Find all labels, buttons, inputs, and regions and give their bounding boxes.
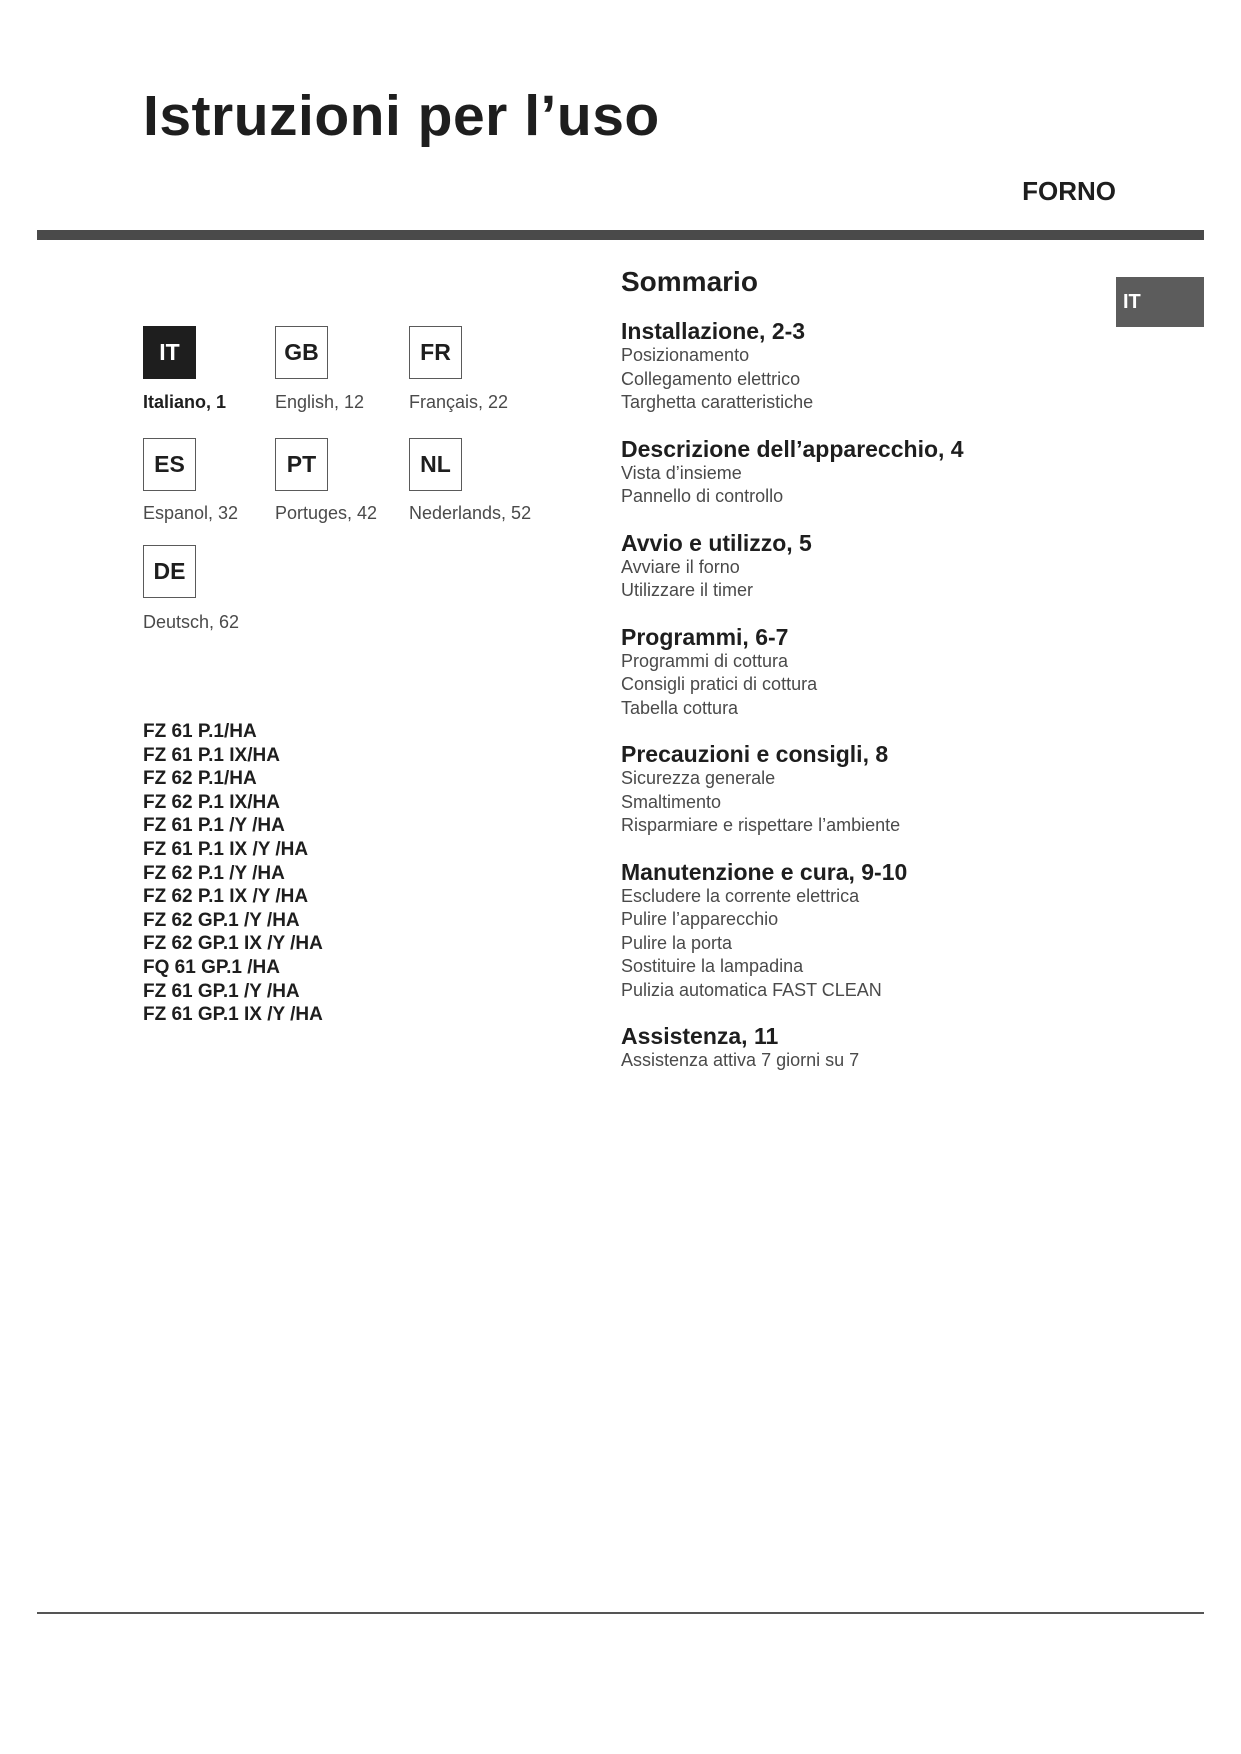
language-tab[interactable]: IT — [1116, 277, 1204, 327]
toc-item[interactable]: Utilizzare il timer — [621, 580, 754, 600]
language-box-de[interactable]: DE — [143, 545, 196, 598]
toc-item[interactable]: Sostituire la lampadina — [621, 956, 804, 976]
toc-item[interactable]: Risparmiare e rispettare l’ambiente — [621, 815, 901, 835]
language-caption-pt[interactable]: Portuges, 42 — [275, 503, 378, 523]
language-caption-de[interactable]: Deutsch, 62 — [143, 612, 240, 632]
model-item: FZ 61 P.1 IX /Y /HA — [143, 838, 309, 860]
toc-item[interactable]: Avviare il forno — [621, 556, 740, 577]
toc-item[interactable]: Programmi di cottura — [621, 650, 789, 671]
toc-section-title[interactable]: Manutenzione e cura, 9-10 — [621, 858, 908, 885]
toc-item[interactable]: Tabella cottura — [621, 697, 739, 718]
language-caption-gb[interactable]: English, 12 — [275, 392, 365, 412]
toc-item[interactable]: Pulire la porta — [621, 932, 733, 953]
header-divider-bar — [37, 230, 1204, 240]
toc-heading: Sommario — [621, 266, 758, 297]
model-item: FZ 62 P.1 IX /Y /HA — [143, 886, 309, 908]
toc-section-title[interactable]: Descrizione dell’apparecchio, 4 — [621, 435, 964, 462]
toc-section-assistenza — [621, 1023, 1091, 1073]
toc-item[interactable]: Targhetta caratteristiche — [621, 392, 814, 412]
language-caption-es[interactable]: Espanol, 32 — [143, 503, 239, 523]
toc-section-precauzioni — [621, 741, 1091, 838]
toc-section-title[interactable]: Assistenza, 11 — [621, 1023, 779, 1049]
toc-section-title[interactable]: Installazione, 2-3 — [621, 318, 806, 344]
toc-item[interactable]: Sicurezza generale — [621, 768, 776, 788]
toc-section-avvio — [621, 530, 1091, 603]
language-box-es[interactable]: ES — [143, 438, 196, 491]
model-item: FZ 61 P.1/HA — [143, 721, 257, 742]
toc-section-title[interactable]: Programmi, 6-7 — [621, 623, 789, 650]
toc-item[interactable]: Consigli pratici di cottura — [621, 674, 818, 694]
toc-section-manutenzione — [621, 859, 1091, 1003]
language-box-it[interactable]: IT — [143, 326, 196, 379]
model-item: FQ 61 GP.1 /HA — [143, 956, 280, 978]
toc-section-title[interactable]: Avvio e utilizzo, 5 — [621, 529, 812, 556]
language-caption-it[interactable]: Italiano, 1 — [143, 392, 227, 412]
toc-item[interactable]: Pulire l’apparecchio — [621, 909, 779, 929]
model-item: FZ 62 P.1 IX/HA — [143, 791, 280, 813]
language-caption-nl[interactable]: Nederlands, 52 — [409, 503, 532, 523]
toc-section-title[interactable]: Precauzioni e consigli, 8 — [621, 741, 889, 767]
toc-item[interactable]: Vista d’insieme — [621, 462, 742, 483]
language-box-fr[interactable]: FR — [409, 326, 462, 379]
toc-item[interactable]: Posizionamento — [621, 345, 750, 365]
language-box-gb[interactable]: GB — [275, 326, 328, 379]
toc-item[interactable]: Smaltimento — [621, 791, 722, 812]
model-item: FZ 62 P.1/HA — [143, 768, 257, 790]
toc-item[interactable]: Pulizia automatica FAST CLEAN — [621, 979, 882, 1000]
toc-item[interactable]: Assistenza attiva 7 giorni su 7 — [621, 1050, 860, 1070]
model-item: FZ 61 GP.1 IX /Y /HA — [143, 1004, 323, 1026]
model-item: FZ 61 GP.1 /Y /HA — [143, 980, 300, 1002]
footer-divider — [37, 1612, 1204, 1614]
toc-section-descrizione — [621, 436, 1091, 509]
model-item: FZ 62 GP.1 /Y /HA — [143, 909, 300, 931]
model-list — [143, 720, 323, 1027]
document-title: Istruzioni per l’uso — [143, 84, 660, 148]
toc-item[interactable]: Escludere la corrente elettrica — [621, 885, 860, 906]
model-item: FZ 61 P.1 IX/HA — [143, 744, 280, 766]
product-type-label: FORNO — [1022, 176, 1116, 206]
model-item: FZ 61 P.1 /Y /HA — [143, 815, 285, 837]
toc-item[interactable]: Collegamento elettrico — [621, 368, 801, 389]
language-box-nl[interactable]: NL — [409, 438, 462, 491]
language-box-pt[interactable]: PT — [275, 438, 328, 491]
language-caption-fr[interactable]: Français, 22 — [409, 392, 509, 412]
model-item: FZ 62 P.1 /Y /HA — [143, 862, 285, 884]
toc-section-programmi — [621, 624, 1091, 721]
model-item: FZ 62 GP.1 IX /Y /HA — [143, 933, 323, 955]
toc-item[interactable]: Pannello di controllo — [621, 486, 784, 506]
table-of-contents — [621, 266, 1091, 1094]
toc-section-installazione — [621, 318, 1091, 415]
